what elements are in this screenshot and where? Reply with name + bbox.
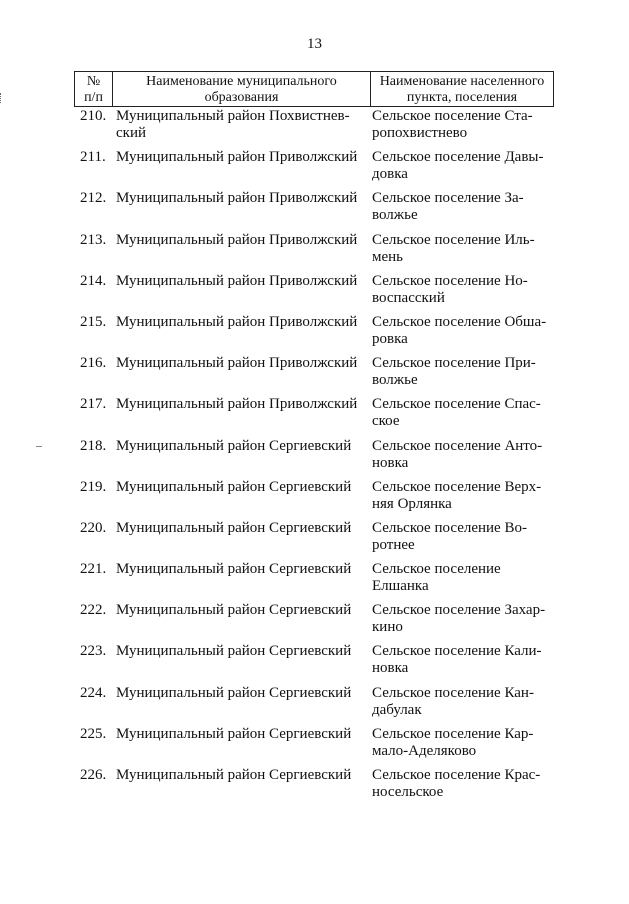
municipality-cell (116, 438, 372, 479)
row-number: 211. (80, 149, 106, 166)
municipality-cell (116, 479, 372, 520)
settlement-text: Сельское поселение Спас- (372, 396, 541, 413)
table-row (80, 355, 560, 396)
header-municipality-label: Наименование муниципального (146, 74, 337, 89)
scan-artifact (0, 93, 4, 103)
settlement-text: Сельское поселение При- (372, 355, 536, 372)
settlement-text: кино (372, 619, 403, 636)
municipality-cell (116, 602, 372, 643)
settlement-cell (372, 232, 560, 273)
row-number: 221. (80, 561, 107, 578)
row-number: 222. (80, 602, 107, 619)
settlement-text: Сельское поселение Захар- (372, 602, 546, 619)
table-row (80, 273, 560, 314)
settlement-cell (372, 355, 560, 396)
header-settlement-label: Наименование населенного (379, 74, 545, 89)
table-row (80, 479, 560, 520)
table-row (80, 726, 560, 767)
row-number: 225. (80, 725, 107, 742)
row-number: 226. (80, 767, 107, 783)
row-number: 224. (80, 684, 107, 701)
row-number: 218. (80, 437, 107, 454)
settlement-cell (372, 561, 560, 602)
settlement-cell (372, 314, 560, 355)
settlement-text: ровка (372, 330, 408, 347)
municipality-cell (116, 767, 372, 808)
municipality-cell (116, 685, 372, 726)
table-header (74, 71, 554, 107)
settlement-cell (372, 108, 560, 149)
municipality-text: Муниципальный район Сергиевский (116, 519, 352, 536)
row-number: 214. (80, 272, 107, 289)
table-row (80, 190, 560, 231)
table-row (80, 520, 560, 561)
table-body (80, 108, 560, 808)
settlement-text: волжье (372, 207, 418, 224)
municipality-text: Муниципальный район Сергиевский (116, 478, 352, 495)
municipality-cell (116, 726, 372, 767)
settlement-cell (372, 520, 560, 561)
settlement-text: Сельское поселение Верх- (372, 478, 542, 495)
settlement-text: ское (372, 413, 400, 430)
settlement-text: Сельское поселение Кали- (372, 643, 542, 660)
row-number: 216. (80, 355, 107, 372)
settlement-text: Сельское поселение Анто- (372, 437, 543, 454)
municipality-cell (116, 314, 372, 355)
header-number-label: № (86, 74, 101, 89)
settlement-cell (372, 396, 560, 437)
municipality-text: Муниципальный район Приволжский (116, 313, 358, 330)
row-number: 210. (80, 108, 107, 124)
settlement-text: Сельское поселение Иль- (372, 231, 535, 248)
table-row (80, 767, 560, 808)
header-settlement-label: пункта, поселения (406, 90, 518, 105)
municipality-text: Муниципальный район Сергиевский (116, 767, 352, 783)
header-settlement-column (371, 72, 553, 106)
settlement-text: Сельское поселение Но- (372, 272, 528, 289)
table-row (80, 396, 560, 437)
settlement-cell (372, 602, 560, 643)
settlement-text: мень (372, 248, 404, 265)
settlement-text: Сельское поселение Давы- (372, 149, 544, 166)
settlement-cell (372, 149, 560, 190)
row-number: 215. (80, 313, 107, 330)
settlement-text: новка (372, 660, 409, 677)
settlement-cell (372, 273, 560, 314)
scan-artifact (36, 446, 42, 447)
municipality-text: Муниципальный район Сергиевский (116, 725, 352, 742)
settlement-cell (372, 685, 560, 726)
table-row (80, 108, 560, 149)
municipality-text: Муниципальный район Приволжский (116, 231, 358, 248)
table-row (80, 314, 560, 355)
settlement-cell (372, 479, 560, 520)
row-number: 219. (80, 478, 107, 495)
row-number: 213. (80, 231, 107, 248)
municipality-text: Муниципальный район Сергиевский (116, 684, 352, 701)
municipality-text: Муниципальный район Приволжский (116, 396, 358, 413)
settlement-text: довка (372, 166, 408, 183)
municipality-text: Муниципальный район Приволжский (116, 149, 358, 166)
settlement-text: волжье (372, 372, 418, 389)
settlement-text: Сельское поселение За- (372, 190, 524, 207)
municipality-cell (116, 561, 372, 602)
municipality-cell (116, 643, 372, 684)
settlement-text: няя Орлянка (372, 495, 452, 512)
settlement-text: новка (372, 454, 409, 471)
municipality-cell (116, 190, 372, 231)
settlement-text: воспасский (372, 289, 445, 306)
municipality-text: Муниципальный район Приволжский (116, 272, 358, 289)
municipality-text: Муниципальный район Сергиевский (116, 643, 352, 660)
settlement-text: Сельское поселение Обша- (372, 313, 547, 330)
municipality-text: ский (116, 125, 146, 141)
settlement-text: Сельское поселение Во- (372, 519, 527, 536)
header-municipality-label: образования (204, 90, 279, 105)
settlement-text: Елшанка (372, 578, 429, 595)
municipality-cell (116, 396, 372, 437)
header-number-column (75, 72, 113, 106)
table-row (80, 232, 560, 273)
settlement-text: Сельское поселение Ста- (372, 108, 533, 124)
settlement-text: ропохвистнево (372, 125, 468, 141)
settlement-text: Сельское поселение Кан- (372, 684, 534, 701)
settlement-text: дабулак (372, 701, 422, 718)
row-number: 212. (80, 190, 107, 207)
settlement-text: мало-Аделяково (372, 742, 477, 759)
municipality-text: Муниципальный район Приволжский (116, 355, 358, 372)
municipality-cell (116, 149, 372, 190)
table-row (80, 643, 560, 684)
municipality-text: Муниципальный район Приволжский (116, 190, 358, 207)
row-number: 220. (80, 519, 107, 536)
municipality-text: Муниципальный район Похвистнев- (116, 108, 350, 124)
settlement-text: Сельское поселение Кар- (372, 725, 534, 742)
settlement-text: ротнее (372, 536, 415, 553)
municipality-cell (116, 108, 372, 149)
settlement-cell (372, 643, 560, 684)
row-number: 217. (80, 396, 107, 413)
municipality-text: Муниципальный район Сергиевский (116, 602, 352, 619)
settlement-text: носельское (372, 784, 444, 800)
settlement-cell (372, 726, 560, 767)
table-row (80, 149, 560, 190)
table-row (80, 685, 560, 726)
municipality-cell (116, 355, 372, 396)
municipality-cell (116, 273, 372, 314)
settlement-cell (372, 190, 560, 231)
header-municipality-column (113, 72, 371, 106)
page-number: 13 (307, 36, 322, 52)
table-row (80, 602, 560, 643)
header-number-label: п/п (84, 90, 103, 105)
settlement-cell (372, 767, 560, 808)
municipality-text: Муниципальный район Сергиевский (116, 561, 352, 578)
settlement-text: Сельское поселение Крас- (372, 767, 541, 783)
table-row (80, 438, 560, 479)
municipality-cell (116, 232, 372, 273)
settlement-cell (372, 438, 560, 479)
municipality-text: Муниципальный район Сергиевский (116, 437, 352, 454)
table-row (80, 561, 560, 602)
municipality-cell (116, 520, 372, 561)
row-number: 223. (80, 643, 107, 660)
settlement-text: Сельское поселение (372, 561, 501, 578)
